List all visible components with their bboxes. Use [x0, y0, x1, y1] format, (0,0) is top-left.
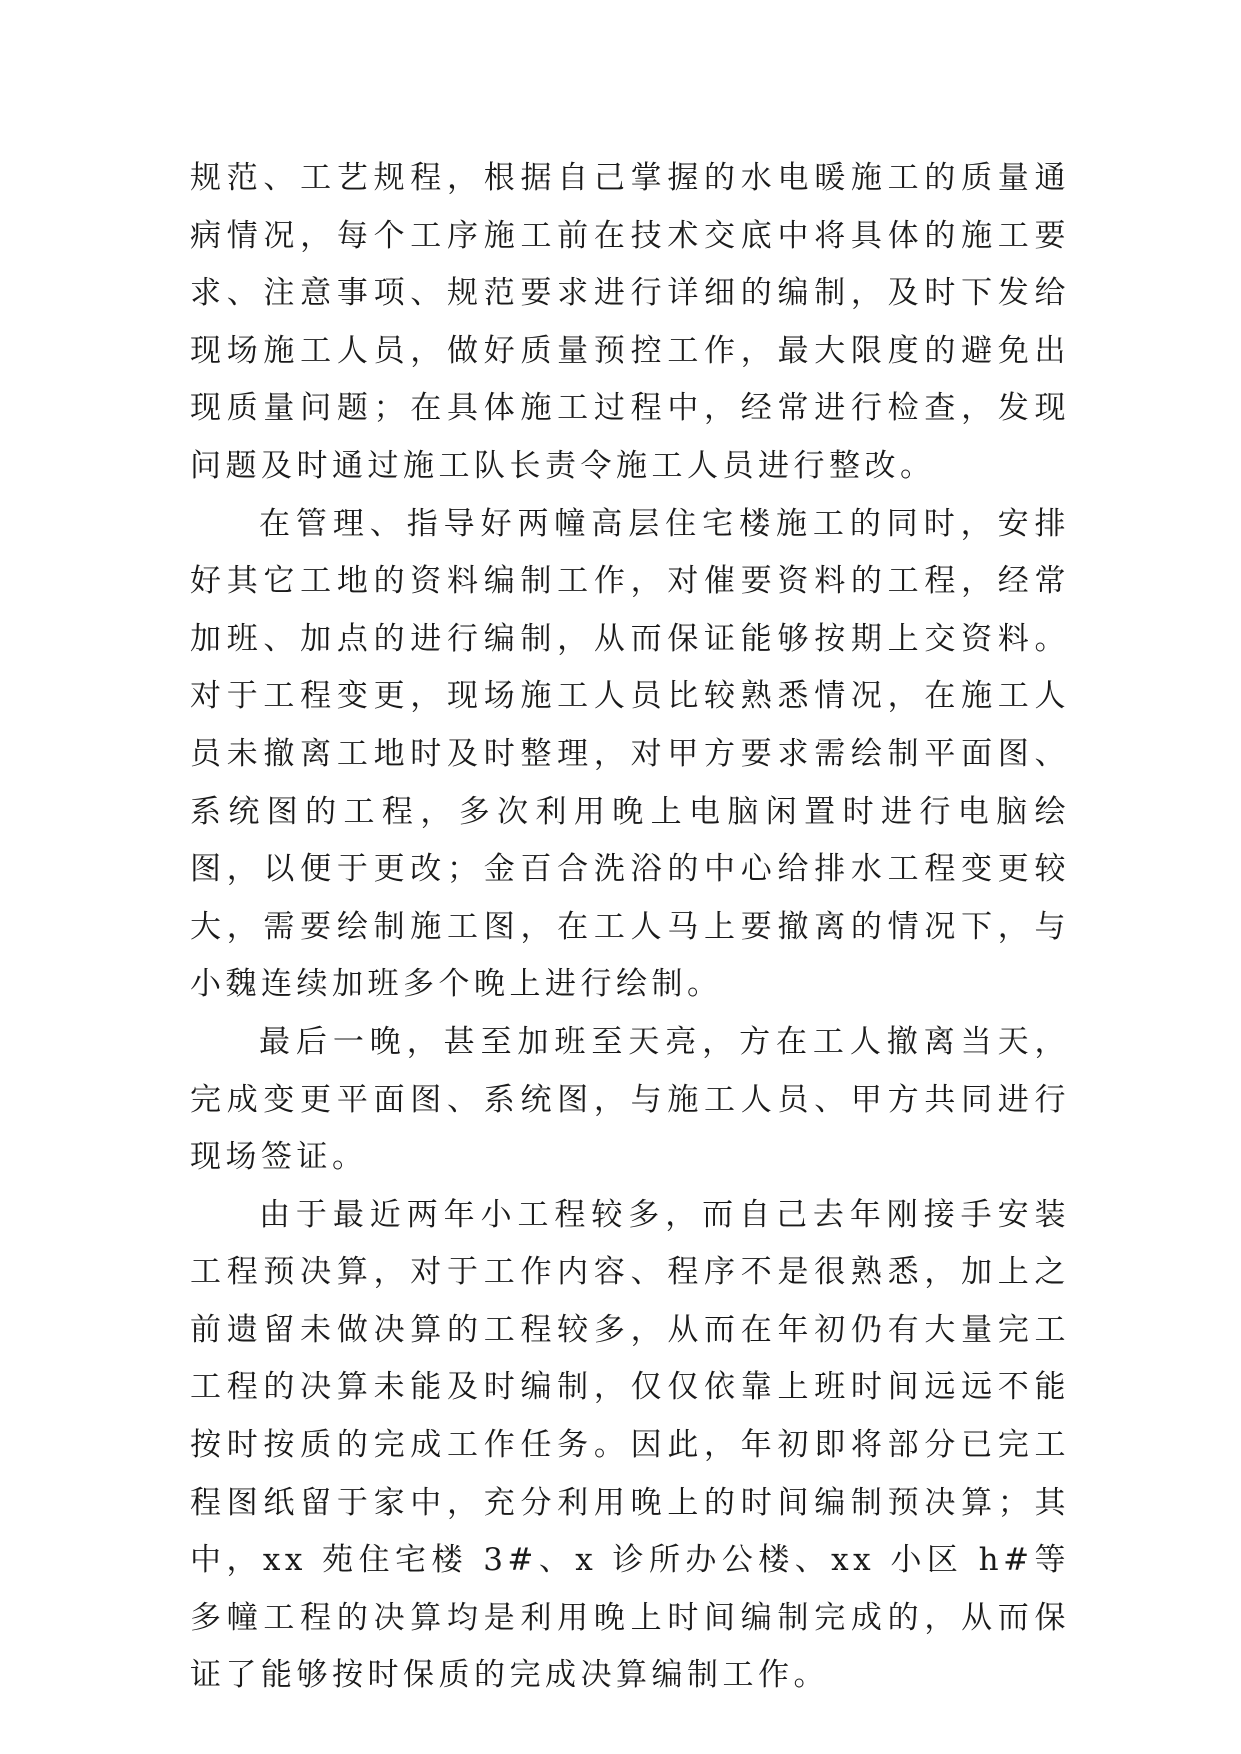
paragraph-4: 由于最近两年小工程较多，而自己去年刚接手安装工程预决算，对于工作内容、程序不是很熟悉，加上之前遗留未做决算的工程较多，从而在年初仍有大量完工工程的决算未能及时编制，仅仅依靠上班时间远远不能按时按质的完成工作任务。因此，年初即将部分已完工程图纸留于家中，充分利用晚上的时间编制预决算；其中，xx 苑住宅楼 3#、x 诊所办公楼、xx 小区 h#等多幢工程的决算均是利用晚上时间编制完成的，从而保证了能够按时保质的完成决算编制工作。	[190, 1196, 1070, 1694]
document-page	[190, 150, 1070, 1705]
paragraph-1: 规范、工艺规程，根据自己掌握的水电暖施工的质量通病情况，每个工序施工前在技术交底中将具体的施工要求、注意事项、规范要求进行详细的编制，及时下发给现场施工人员，做好质量预控工作，最大限度的避免出现质量问题；在具体施工过程中，经常进行检查，发现问题及时通过施工队长责令施工人员进行整改。	[190, 160, 1070, 484]
paragraph-2: 在管理、指导好两幢高层住宅楼施工的同时，安排好其它工地的资料编制工作，对催要资料的工程，经常加班、加点的进行编制，从而保证能够按期上交资料。对于工程变更，现场施工人员比较熟悉情况，在施工人员未撤离工地时及时整理，对甲方要求需绘制平面图、系统图的工程，多次利用晚上电脑闲置时进行电脑绘图，以便于更改；金百合洗浴的中心给排水工程变更较大，需要绘制施工图，在工人马上要撤离的情况下，与小魏连续加班多个晚上进行绘制。	[190, 505, 1070, 1003]
paragraph-3: 最后一晚，甚至加班至天亮，方在工人撤离当天，完成变更平面图、系统图，与施工人员、甲方共同进行现场签证。	[190, 1023, 1070, 1176]
